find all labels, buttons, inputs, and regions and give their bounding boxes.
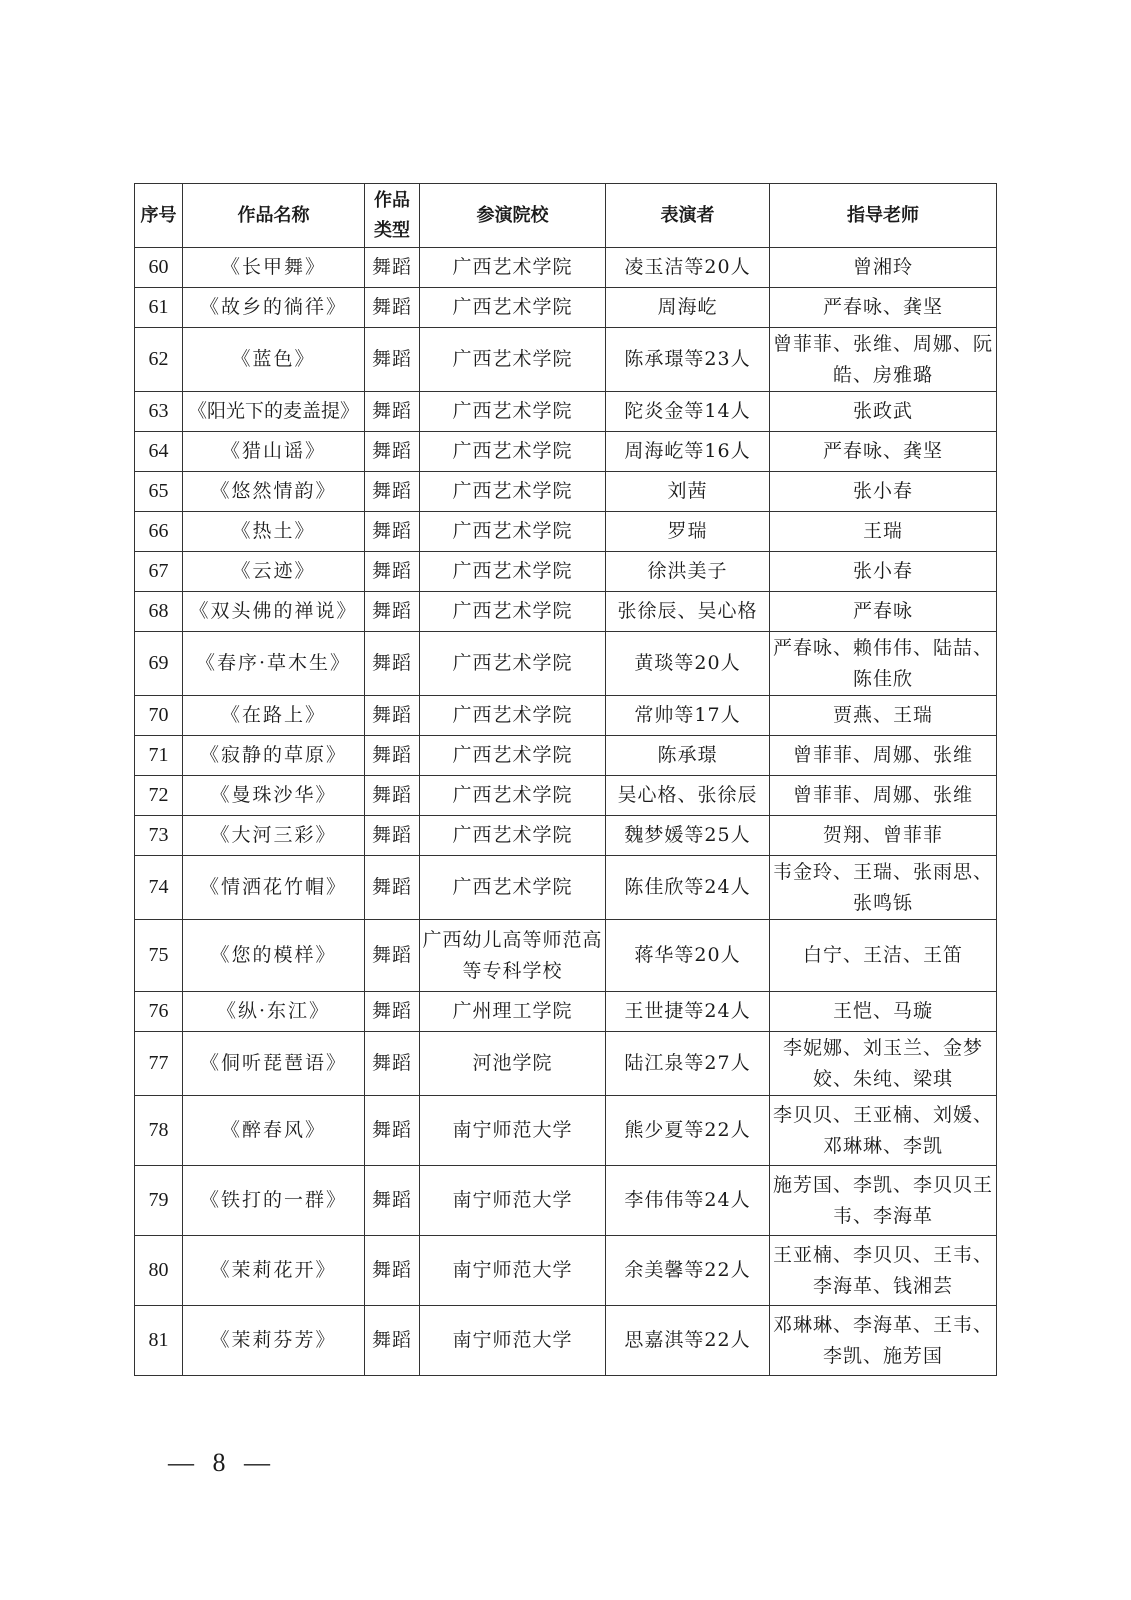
table-row [135,288,997,328]
header-type: 作品类型 [365,184,420,248]
table-row [135,552,997,592]
cell-teacher: 曾菲菲、周娜、张维 [770,776,997,816]
cell-title: 《曼珠沙华》 [183,776,365,816]
cell-performer: 黄琰等20人 [606,632,770,696]
cell-performer: 余美馨等22人 [606,1236,770,1306]
cell-title: 《春序·草木生》 [183,632,365,696]
table-row [135,1306,997,1376]
table-row [135,1236,997,1306]
cell-performer: 陈佳欣等24人 [606,856,770,920]
table-row [135,632,997,696]
cell-teacher: 严春咏、龚坚 [770,288,997,328]
cell-title: 《茉莉花开》 [183,1236,365,1306]
cell-type: 舞蹈 [365,856,420,920]
table-row [135,696,997,736]
cell-performer: 李伟伟等24人 [606,1166,770,1236]
cell-title: 《悠然情韵》 [183,472,365,512]
cell-no: 79 [135,1166,183,1236]
table-row [135,1096,997,1166]
cell-school: 河池学院 [420,1032,606,1096]
cell-school: 广西艺术学院 [420,432,606,472]
header-teacher: 指导老师 [770,184,997,248]
cell-teacher: 严春咏 [770,592,997,632]
cell-type: 舞蹈 [365,696,420,736]
cell-teacher: 张政武 [770,392,997,432]
cell-type: 舞蹈 [365,432,420,472]
cell-title: 《在路上》 [183,696,365,736]
table-row [135,392,997,432]
cell-title: 《双头佛的禅说》 [183,592,365,632]
page-number: — 8 — [168,1448,276,1477]
cell-type: 舞蹈 [365,736,420,776]
header-performer: 表演者 [606,184,770,248]
cell-title: 《情洒花竹帽》 [183,856,365,920]
header-no: 序号 [135,184,183,248]
cell-teacher: 张小春 [770,472,997,512]
header-school: 参演院校 [420,184,606,248]
table-row [135,472,997,512]
cell-type: 舞蹈 [365,992,420,1032]
cell-school: 广州理工学院 [420,992,606,1032]
cell-performer: 魏梦媛等25人 [606,816,770,856]
table-row [135,1032,997,1096]
table-row [135,592,997,632]
cell-school: 广西艺术学院 [420,816,606,856]
cell-performer: 熊少夏等22人 [606,1096,770,1166]
cell-no: 64 [135,432,183,472]
table-body [135,248,997,1376]
cell-type: 舞蹈 [365,1032,420,1096]
cell-teacher: 张小春 [770,552,997,592]
table-row [135,992,997,1032]
table-row [135,776,997,816]
cell-no: 69 [135,632,183,696]
cell-no: 77 [135,1032,183,1096]
cell-title: 《茉莉芬芳》 [183,1306,365,1376]
cell-no: 73 [135,816,183,856]
cell-performer: 陈承璟 [606,736,770,776]
cell-school: 广西艺术学院 [420,392,606,432]
table-row [135,920,997,992]
cell-school: 广西艺术学院 [420,776,606,816]
cell-teacher: 曾菲菲、周娜、张维 [770,736,997,776]
cell-teacher: 韦金玲、王瑞、张雨思、张鸣铄 [770,856,997,920]
cell-no: 75 [135,920,183,992]
header-title: 作品名称 [183,184,365,248]
cell-performer: 周海屹 [606,288,770,328]
cell-school: 广西艺术学院 [420,248,606,288]
cell-no: 72 [135,776,183,816]
cell-type: 舞蹈 [365,288,420,328]
cell-school: 广西艺术学院 [420,696,606,736]
cell-teacher: 曾菲菲、张维、周娜、阮皓、房雅璐 [770,328,997,392]
table-row [135,248,997,288]
cell-type: 舞蹈 [365,392,420,432]
program-table [134,183,997,1376]
cell-school: 广西艺术学院 [420,328,606,392]
cell-type: 舞蹈 [365,248,420,288]
cell-performer: 刘茜 [606,472,770,512]
table-row [135,1166,997,1236]
cell-performer: 思嘉淇等22人 [606,1306,770,1376]
cell-title: 《长甲舞》 [183,248,365,288]
cell-no: 66 [135,512,183,552]
cell-title: 《热土》 [183,512,365,552]
cell-teacher: 曾湘玲 [770,248,997,288]
cell-school: 南宁师范大学 [420,1306,606,1376]
cell-type: 舞蹈 [365,920,420,992]
cell-no: 76 [135,992,183,1032]
cell-performer: 陀炎金等14人 [606,392,770,432]
cell-school: 南宁师范大学 [420,1096,606,1166]
cell-school: 广西艺术学院 [420,736,606,776]
cell-no: 68 [135,592,183,632]
cell-performer: 蒋华等20人 [606,920,770,992]
cell-type: 舞蹈 [365,1306,420,1376]
cell-type: 舞蹈 [365,512,420,552]
cell-performer: 张徐辰、吴心格 [606,592,770,632]
cell-teacher: 严春咏、龚坚 [770,432,997,472]
cell-title: 《您的模样》 [183,920,365,992]
cell-type: 舞蹈 [365,1166,420,1236]
cell-performer: 凌玉洁等20人 [606,248,770,288]
cell-school: 广西艺术学院 [420,472,606,512]
cell-school: 广西艺术学院 [420,592,606,632]
cell-teacher: 王瑞 [770,512,997,552]
cell-teacher: 贺翔、曾菲菲 [770,816,997,856]
cell-performer: 常帅等17人 [606,696,770,736]
cell-performer: 周海屹等16人 [606,432,770,472]
cell-type: 舞蹈 [365,816,420,856]
cell-no: 78 [135,1096,183,1166]
cell-teacher: 贾燕、王瑞 [770,696,997,736]
cell-title: 《蓝色》 [183,328,365,392]
table-row [135,856,997,920]
cell-teacher: 李贝贝、王亚楠、刘媛、邓琳琳、李凯 [770,1096,997,1166]
cell-title: 《纵·东江》 [183,992,365,1032]
cell-no: 60 [135,248,183,288]
cell-teacher: 李妮娜、刘玉兰、金梦姣、朱纯、梁琪 [770,1032,997,1096]
cell-no: 74 [135,856,183,920]
cell-no: 67 [135,552,183,592]
cell-no: 81 [135,1306,183,1376]
cell-title: 《侗听琵琶语》 [183,1032,365,1096]
cell-no: 65 [135,472,183,512]
cell-school: 广西艺术学院 [420,552,606,592]
cell-no: 61 [135,288,183,328]
cell-type: 舞蹈 [365,1236,420,1306]
table-row [135,736,997,776]
cell-school: 广西艺术学院 [420,512,606,552]
cell-teacher: 王恺、马璇 [770,992,997,1032]
cell-performer: 王世捷等24人 [606,992,770,1032]
cell-title: 《故乡的徜徉》 [183,288,365,328]
cell-type: 舞蹈 [365,328,420,392]
cell-title: 《铁打的一群》 [183,1166,365,1236]
cell-title: 《猎山谣》 [183,432,365,472]
cell-performer: 吴心格、张徐辰 [606,776,770,816]
cell-title: 《阳光下的麦盖提》 [183,392,365,432]
cell-title: 《云迹》 [183,552,365,592]
cell-type: 舞蹈 [365,472,420,512]
cell-performer: 陆江泉等27人 [606,1032,770,1096]
table-header-row [135,184,997,248]
cell-title: 《寂静的草原》 [183,736,365,776]
cell-teacher: 邓琳琳、李海革、王韦、李凯、施芳国 [770,1306,997,1376]
cell-school: 广西幼儿高等师范高等专科学校 [420,920,606,992]
cell-teacher: 严春咏、赖伟伟、陆喆、陈佳欣 [770,632,997,696]
cell-school: 广西艺术学院 [420,632,606,696]
cell-no: 63 [135,392,183,432]
cell-school: 广西艺术学院 [420,288,606,328]
cell-school: 南宁师范大学 [420,1236,606,1306]
cell-type: 舞蹈 [365,1096,420,1166]
cell-teacher: 施芳国、李凯、李贝贝王韦、李海革 [770,1166,997,1236]
cell-school: 广西艺术学院 [420,856,606,920]
cell-type: 舞蹈 [365,776,420,816]
table-row [135,816,997,856]
cell-title: 《醉春风》 [183,1096,365,1166]
cell-teacher: 白宁、王洁、王笛 [770,920,997,992]
cell-performer: 罗瑞 [606,512,770,552]
table-row [135,328,997,392]
cell-no: 62 [135,328,183,392]
cell-no: 80 [135,1236,183,1306]
cell-teacher: 王亚楠、李贝贝、王韦、李海革、钱湘芸 [770,1236,997,1306]
cell-school: 南宁师范大学 [420,1166,606,1236]
table-row [135,432,997,472]
cell-type: 舞蹈 [365,552,420,592]
cell-no: 71 [135,736,183,776]
cell-type: 舞蹈 [365,632,420,696]
cell-title: 《大河三彩》 [183,816,365,856]
cell-type: 舞蹈 [365,592,420,632]
table-row [135,512,997,552]
cell-no: 70 [135,696,183,736]
cell-performer: 陈承璟等23人 [606,328,770,392]
cell-performer: 徐洪美子 [606,552,770,592]
